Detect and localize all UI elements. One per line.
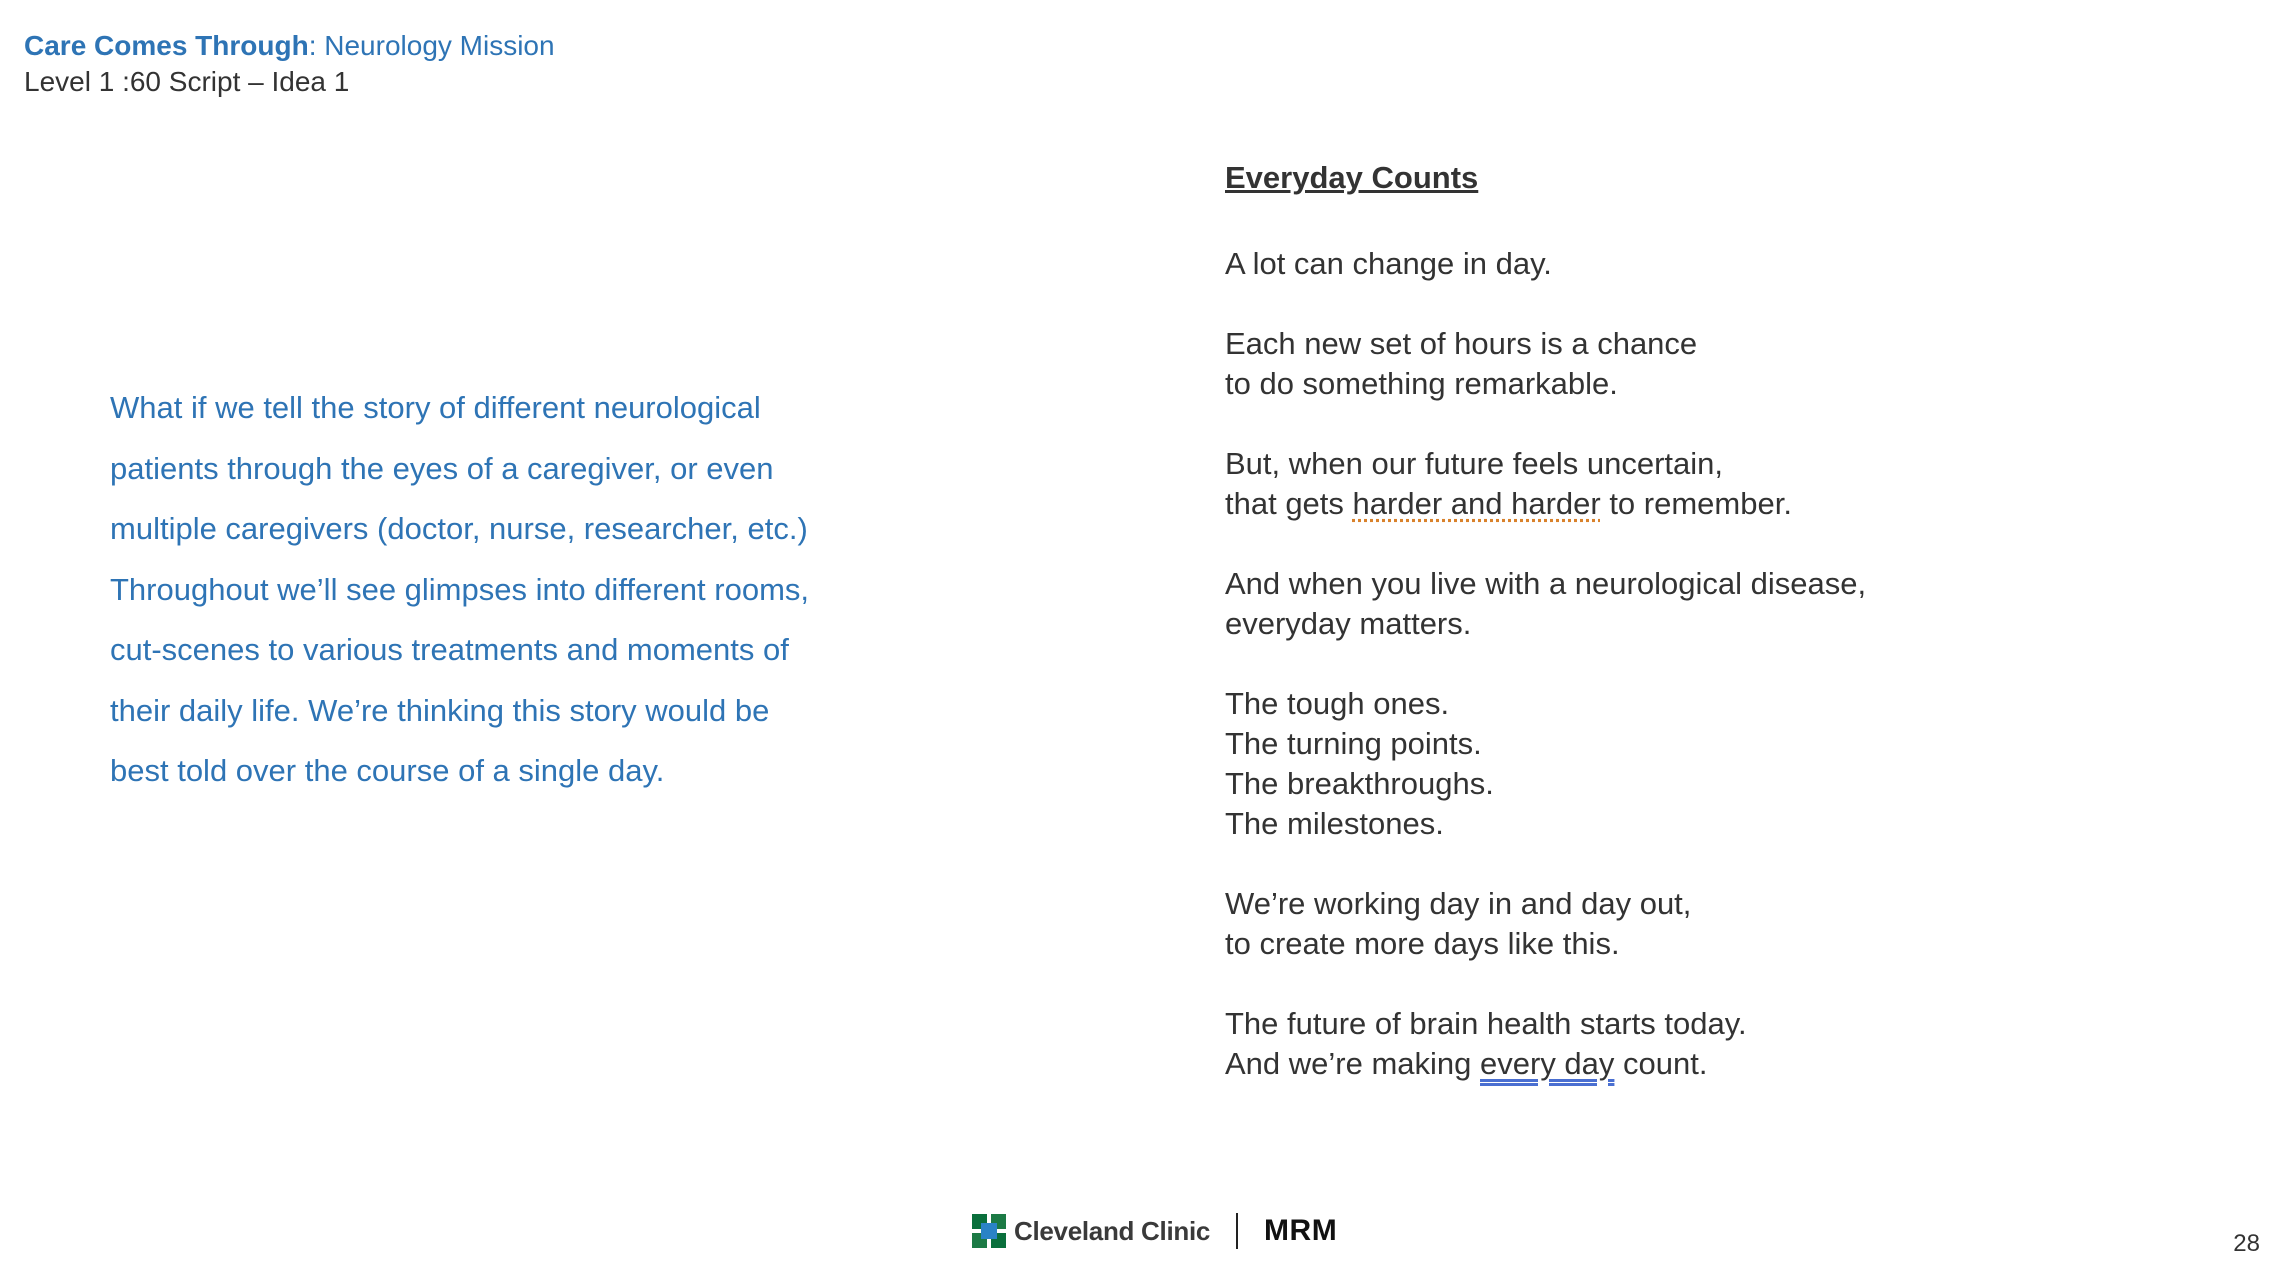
grammar-flagged-text: every day bbox=[1480, 1046, 1615, 1081]
footer-logos bbox=[972, 1212, 1337, 1250]
slide-header bbox=[24, 28, 555, 100]
script-stanza bbox=[1225, 884, 2045, 964]
script-line: The milestones. bbox=[1225, 806, 1444, 841]
script-line bbox=[1225, 484, 2045, 524]
concept-line: cut-scenes to various treatments and moments of bbox=[110, 632, 789, 667]
script-line: The breakthroughs. bbox=[1225, 766, 1494, 801]
script-stanza bbox=[1225, 324, 2045, 404]
mrm-wordmark: MRM bbox=[1264, 1214, 1338, 1247]
script-text: count. bbox=[1614, 1046, 1708, 1081]
page-number: 28 bbox=[2233, 1230, 2260, 1257]
script-text: And we’re making bbox=[1225, 1046, 1481, 1081]
concept-line: patients through the eyes of a caregiver, or even bbox=[110, 450, 774, 486]
script-stanza bbox=[1225, 244, 2045, 284]
concept-line: multiple caregivers (doctor, nurse, researcher, etc.) bbox=[110, 511, 808, 546]
header-subtitle: Level 1 :60 Script – Idea 1 bbox=[24, 66, 350, 97]
script-stanza bbox=[1225, 564, 2045, 644]
script-line: We’re working day in and day out, bbox=[1225, 886, 1692, 921]
concept-line: best told over the course of a single day. bbox=[110, 753, 665, 788]
script-line: The turning points. bbox=[1225, 726, 1482, 761]
script-line: to create more days like this. bbox=[1225, 926, 1620, 961]
script-stanza bbox=[1225, 444, 2045, 524]
script-line: The tough ones. bbox=[1225, 686, 1450, 721]
script-stanza bbox=[1225, 684, 2045, 844]
concept-description bbox=[110, 378, 870, 802]
script-column bbox=[1225, 158, 2045, 1124]
script-line: A lot can change in day. bbox=[1225, 246, 1552, 281]
script-line: to do something remarkable. bbox=[1225, 366, 1618, 401]
header-title-bold: Care Comes Through bbox=[24, 30, 309, 61]
header-title bbox=[24, 28, 555, 64]
grammar-flagged-text: harder and harder bbox=[1352, 486, 1601, 521]
script-line: everyday matters. bbox=[1225, 606, 1472, 641]
script-text: to remember. bbox=[1600, 486, 1792, 521]
script-line: The future of brain health starts today. bbox=[1225, 1006, 1747, 1041]
concept-line: What if we tell the story of different neurological bbox=[110, 390, 761, 425]
header-title-rest: : Neurology Mission bbox=[308, 30, 555, 61]
script-line: But, when our future feels uncertain, bbox=[1225, 446, 1724, 481]
script-line: Each new set of hours is a chance bbox=[1225, 326, 1698, 361]
cleveland-clinic-logo-icon bbox=[972, 1214, 1006, 1248]
script-line bbox=[1225, 1044, 2045, 1084]
script-line: And when you live with a neurological disease, bbox=[1225, 566, 1867, 601]
logo-divider bbox=[1236, 1213, 1238, 1249]
script-text: that gets bbox=[1225, 486, 1353, 521]
script-stanza bbox=[1225, 1004, 2045, 1084]
script-title: Everyday Counts bbox=[1225, 160, 1479, 195]
concept-line: Throughout we’ll see glimpses into different rooms, bbox=[110, 571, 809, 607]
concept-line: their daily life. We’re thinking this story would be bbox=[110, 692, 770, 728]
cleveland-clinic-wordmark: Cleveland Clinic bbox=[1014, 1215, 1211, 1246]
